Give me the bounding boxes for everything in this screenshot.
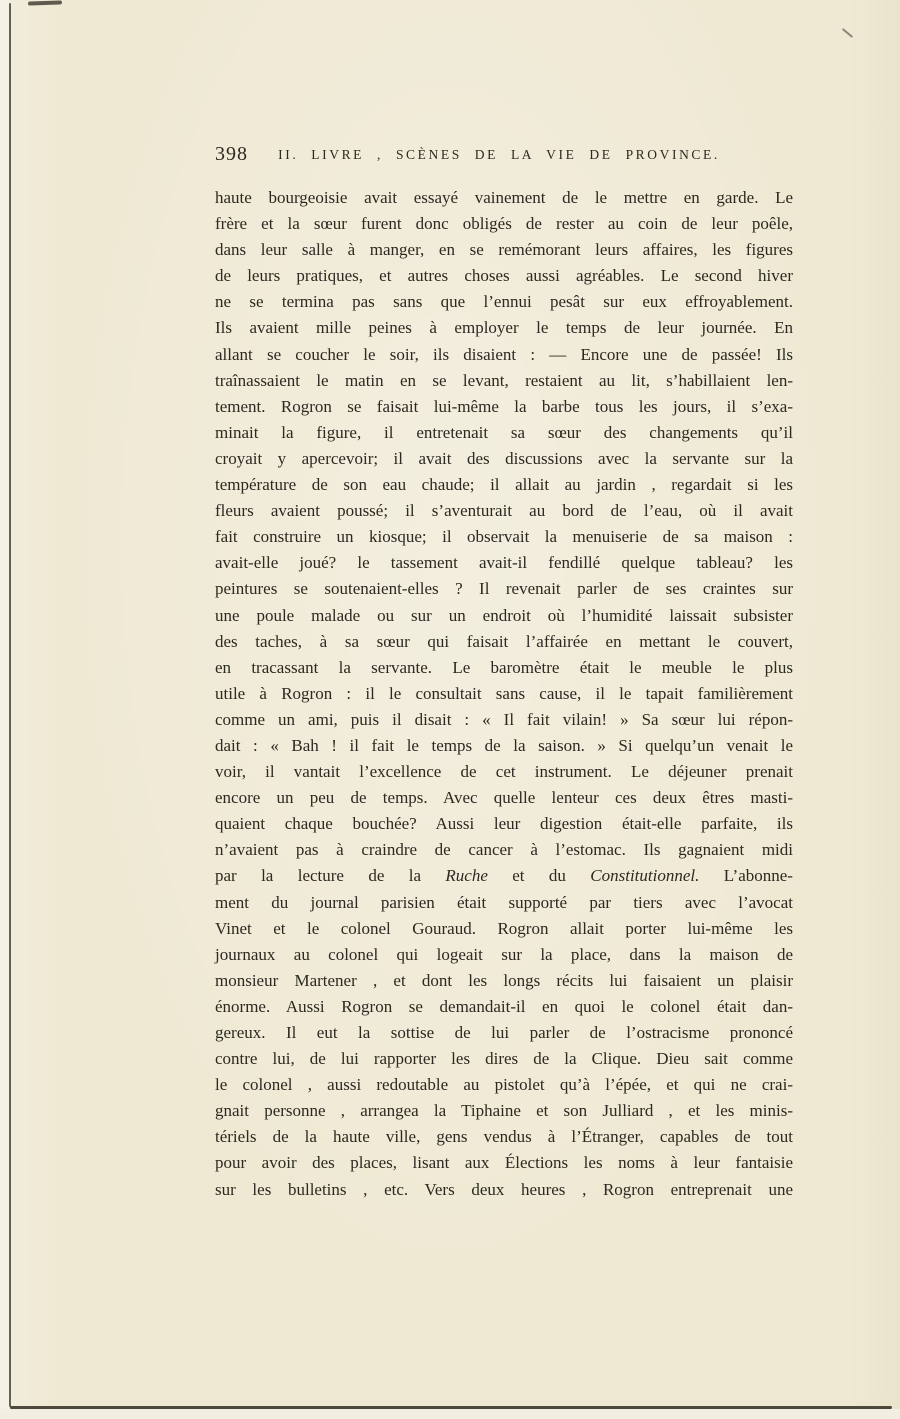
text-line: n’avaient pas à craindre de cancer à l’estomac. Ils gagnaient midi [215,840,793,860]
text-line: température de son eau chaude; il allait au jardin , regardait si les [215,475,793,495]
scan-margin-left [0,0,9,1419]
text-line: journaux au colonel qui logeait sur la place, dans la maison de [215,944,793,964]
text-line: des taches, à sa sœur qui faisait l’affairée en mettant le couvert, [215,631,793,651]
page-edge-line-bottom [10,1406,892,1409]
text-line: fleurs avaient poussé; il s’aventurait au bord de l’eau, où il avait [215,501,793,521]
text-line: énorme. Aussi Rogron se demandait-il en quoi le colonel était dan- [215,996,793,1016]
text-line: encore un peu de temps. Avec quelle lenteur ces deux êtres masti- [215,788,793,808]
text-line: haute bourgeoisie avait essayé vainement de le mettre en garde. Le [215,188,793,207]
text-line: Vinet et le colonel Gouraud. Rogron allait porter lui-même les [215,918,793,938]
page-number: 398 [215,143,248,165]
text-line: ne se termina pas sans que l’ennui pesât sur eux effroyablement. [215,292,793,312]
page-edge-line-left [9,3,11,1407]
text-line: fait construire un kiosque; il observait la menuiserie de sa maison : [215,527,793,547]
text-line: quaient chaque bouchée? Aussi leur digestion était-elle parfaite, ils [215,814,793,834]
text-line: tement. Rogron se faisait lui-même la barbe tous les jours, il s’exa- [215,396,793,416]
scan-stray-mark [842,28,853,38]
text-line: voir, il vantait l’excellence de cet instrument. Le déjeuner prenait [215,762,793,782]
text-line: ment du journal parisien était supporté par tiers avec l’avocat [215,892,793,912]
text-line: allant se coucher le soir, ils disaient : — Encore une de passée! Ils [215,344,793,364]
text-line: avait-elle joué? le tassement avait-il fendillé quelque tableau? les [215,553,793,573]
text-line: de leurs pratiques, et autres choses aussi agréables. Le second hiver [215,266,793,286]
text-line: monsieur Martener , et dont les longs récits lui faisaient un plaisir [215,970,793,990]
text-line: le colonel , aussi redoutable au pistolet qu’à l’épée, et qui ne crai- [215,1075,793,1095]
running-title: II. LIVRE , SCÈNES DE LA VIE DE PROVINCE. [278,147,720,162]
text-line: peintures se soutenaient-elles ? Il revenait parler de ses craintes sur [215,579,793,599]
text-line: dait : « Bah ! il fait le temps de la saison. » Si quelqu’un venait le [215,735,793,755]
text-line: traînassaient le matin en se levant, restaient au lit, s’habillaient len- [215,370,793,390]
text-line: une poule malade ou sur un endroit où l’humidité laissait subsister [215,605,793,625]
running-head [215,143,793,169]
text-line: gnait personne , arrangea la Tiphaine et son Julliard , et les minis- [215,1101,793,1121]
text-line: dans leur salle à manger, en se remémorant leurs affaires, les figures [215,240,793,260]
text-line: pour avoir des places, lisant aux Élections les noms à leur fantaisie [215,1153,793,1173]
text-line: minait la figure, il entretenait sa sœur des changements qu’il [215,422,793,442]
text-line: par la lecture de la Ruche et du Constitutionnel. L’abonne- [215,866,793,886]
body-text [215,185,793,1203]
scan-margin-bottom [0,1409,900,1419]
text-line: Ils avaient mille peines à employer le temps de leur journée. En [215,318,793,338]
text-line: tériels de la haute ville, gens vendus à l’Étranger, capables de tout [215,1127,793,1147]
text-block [215,143,793,1203]
text-line: contre lui, de lui rapporter les dires de la Clique. Dieu sait comme [215,1049,793,1069]
text-line: gereux. Il eut la sottise de lui parler de l’ostracisme prononcé [215,1023,793,1042]
text-line: frère et la sœur furent donc obligés de rester au coin de leur poêle, [215,214,793,234]
text-line: utile à Rogron : il le consultait sans cause, il le tapait familièrement [215,683,793,703]
text-line: en tracassant la servante. Le baromètre était le meuble le plus [215,657,793,677]
text-line: croyait y apercevoir; il avait des discussions avec la servante sur la [215,448,793,468]
page-edge-mark-top [28,0,62,5]
text-line: comme un ami, puis il disait : « Il fait vilain! » Sa sœur lui répon- [215,709,793,729]
text-line: sur les bulletins , etc. Vers deux heures , Rogron entreprenait une [215,1179,793,1199]
